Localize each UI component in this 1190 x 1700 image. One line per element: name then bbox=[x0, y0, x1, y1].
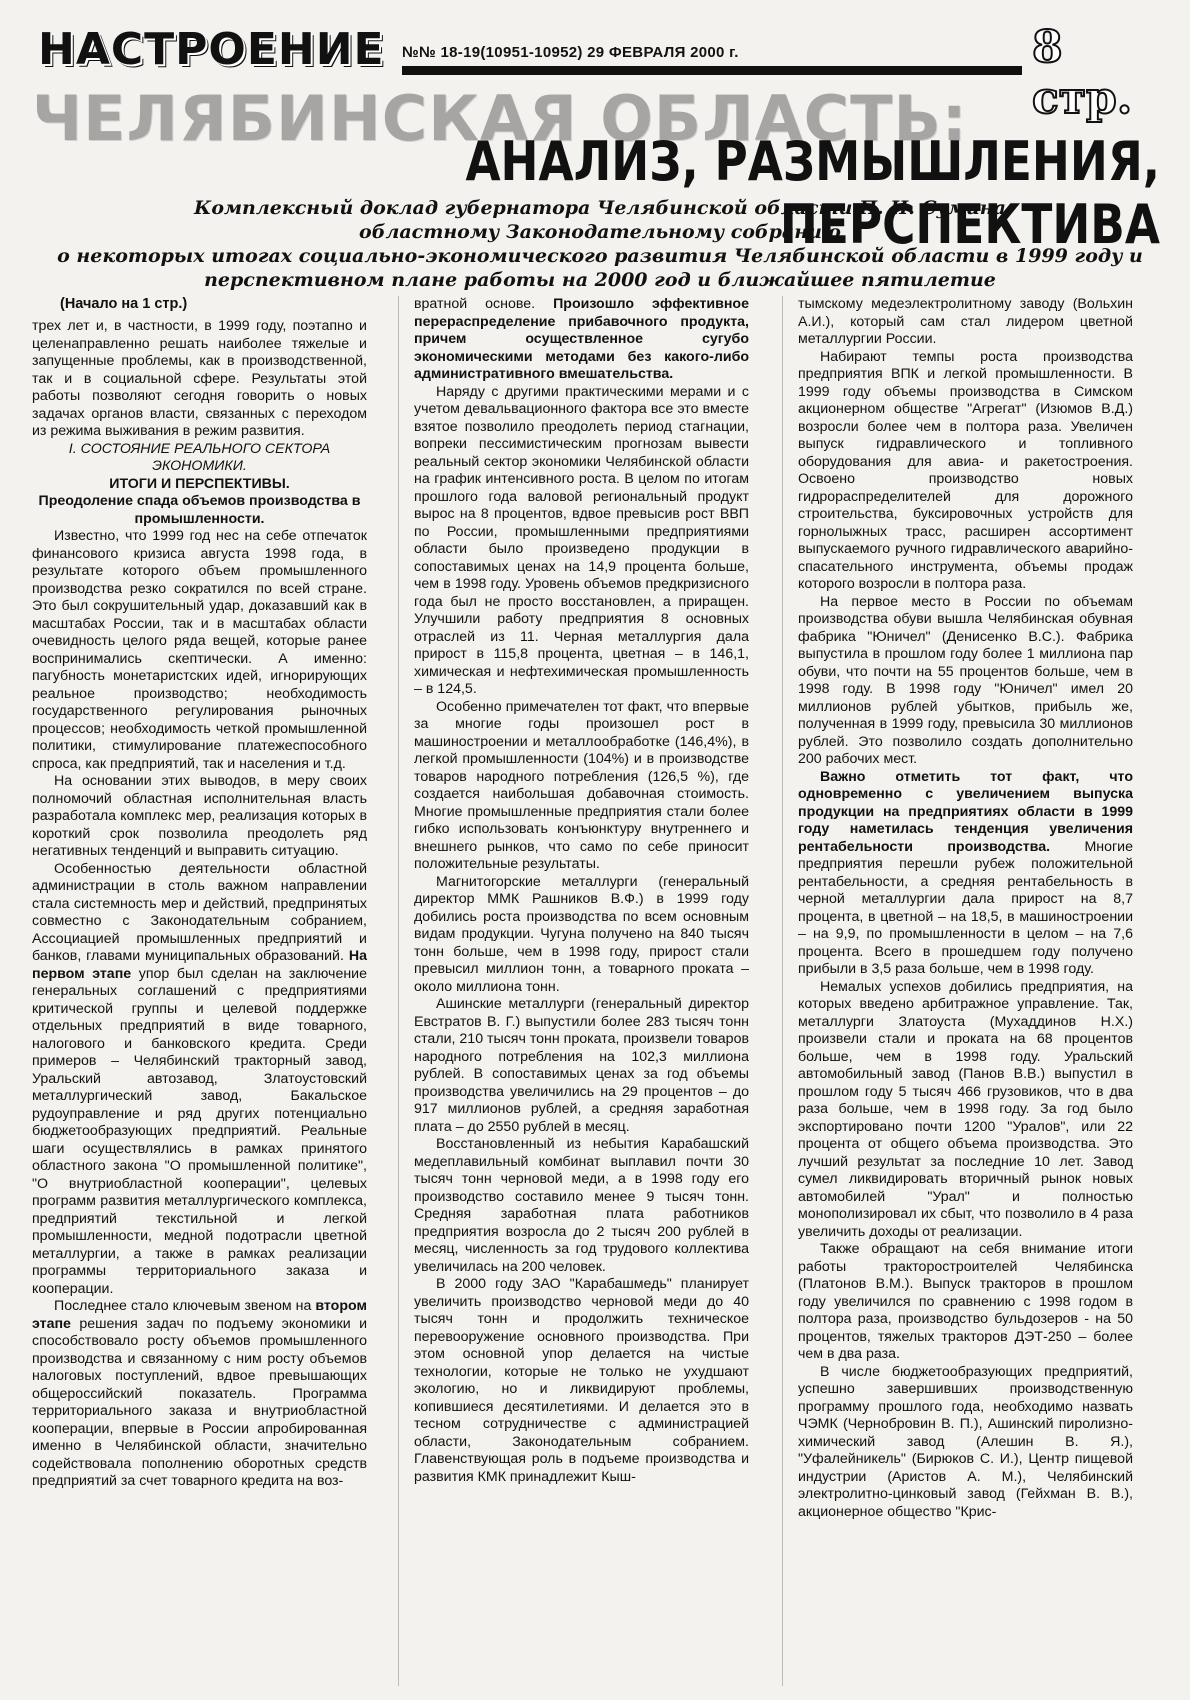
text-run: вратной основе. bbox=[414, 296, 536, 312]
paragraph: Наряду с другими практическими мерами и с учетом девальвационного фактора все это вместе взятое позволило преодолеть период стагнации, вопреки пессимистическим прогнозам вывести реальный сектор экономики Челябинской области на график интенсивного роста. В целом по итогам прошлого года валовой региональный продукт вырос на 8 процентов, вдвое превысив рост ВВП по России, промышленными предприятиями области было произведено продукции в сопоставимых ценах на 14,9 процента больше, чем в 1998 году. Уровень объемов предкризисного года был не просто восстановлен, а приращен. Улучшили работу предприятия 8 основных отраслей из 11. Черная металлургия дала прирост в 115,8 процента, цветная – в 146,1, химическая и нефтехимическая промышленность – в 124,5. bbox=[414, 383, 749, 697]
paragraph: На основании этих выводов, в меру своих полномочий областная исполнительная власть разработала комплекс мер, реализация которых в короткий срок позволила преодолеть ряд негативных тенденций и выправить ситуацию. bbox=[32, 773, 367, 859]
paragraph: Известно, что 1999 год нес на себе отпечаток финансового кризиса августа 1998 года, в результате которого объем промышленного производства резко сократился по всей стране. Это был сокрушительный удар, доказавший как в масштабах России, так и в масштабах области очевидность целого ряда вещей, которые ранее воспринимались скептически. А именно: пагубность монетаристских идей, игнорирующих реальное производство; необходимость государственного регулирования рыночных процессов; необходимость четкой промышленной политики, стимулирование платежеспособного спроса, как предприятий, так и населения и т.д. bbox=[32, 528, 367, 772]
subtitle bbox=[40, 196, 1160, 292]
article-column-3 bbox=[798, 296, 1133, 1521]
paragraph bbox=[414, 296, 749, 384]
subtitle-line-4: перспективном плане работы на 2000 год и ближайшее пятилетие bbox=[204, 269, 996, 291]
bold-text: втором этапе bbox=[32, 1298, 367, 1332]
article-column-2 bbox=[414, 296, 749, 1486]
issue-info: №№ 18-19(10951-10952) 29 ФЕВРАЛЯ 2000 г. bbox=[402, 44, 739, 61]
text-run: Особенностью деятельности областной администрации в столь важном направлении стала системность мер и действий, предпринятых совместно с Законодательным собранием, Ассоциацией промышленных предприятий и банков, главами муниципальных образований. bbox=[32, 860, 367, 964]
text-run: Последнее стало ключевым звеном на bbox=[54, 1298, 312, 1314]
region-title: ЧЕЛЯБИНСКАЯ ОБЛАСТЬ: bbox=[32, 82, 968, 155]
paragraph bbox=[32, 1298, 367, 1491]
article-column-1 bbox=[32, 318, 367, 1491]
text-run: решения задач по подъему экономики и способствовало росту объемов промышленного производства и связанному с ним росту объемов налоговых поступлений, вдвое превышающих общероссийский показатель. Программа территориального заказа и внутриобластной кооперации, впервые в России апробированная именно в Челябинской области, значительно содействовала пополнению оборотных средств предприятий за счет товарного кредита на воз- bbox=[32, 1315, 367, 1489]
paragraph: Восстановленный из небытия Карабашский медеплавильный комбинат выплавил почти 30 тысяч тонн черновой меди, а в 1998 году его производство составило менее 9 тысяч тонн. Средняя заработная плата работников предприятия возросла до 2 тысяч 200 рублей в месяц, численность за год трудового коллектива увеличилась на 200 человек. bbox=[414, 1136, 749, 1275]
main-title: АНАЛИЗ, РАЗМЫШЛЕНИЯ, ПЕРСПЕКТИВА bbox=[465, 130, 1160, 256]
paragraph: В 2000 году ЗАО "Карабашмедь" планирует увеличить производство черновой меди до 40 тысяч тонн и продолжить техническое перевооружение основного производства. При этом основной упор делается на чистые технологии, которые не только не ухудшают экологию, но и ликвидируют проблемы, копившиеся десятилетиями. И делается это в тесном сотрудничестве с администрацией области, Законодательным собранием. Главенствующая роль в подъеме производства и развития КМК принадлежит Кыш- bbox=[414, 1276, 749, 1485]
paragraph: В числе бюджетообразующих предприятий, успешно завершивших производственную программу прошлого года, необходимо назвать ЧЭМК (Чернобровин В. П.), Ашинский пиролизно-химический завод (Алешин В. Я.), "Уфалейникель" (Бирюков С. И.), Центр пищевой индустрии (Аристов А. М.), Челябинский электролитно-цинковый завод (Гейхман В. В.), акционерное общество "Крис- bbox=[798, 1363, 1133, 1520]
bold-text: Важно отметить тот факт, что одновременно с увеличением выпуска продукции на предприятиях области в 1999 году наметилась тенденция увеличения рентабельности производства. bbox=[798, 768, 1133, 855]
paragraph: На первое место в России по объемам производства обуви вышла Челябинская обувная фабрика "Юничел" (Денисенко В.С.). Фабрика выпустила в прошлом году более 1 миллиона пар обуви, что почти на 55 процентов больше, чем в 1998 году. В 1998 году "Юничел" имел 20 миллионов рублей убытков, прибыль же, полученная в 1999 году, превысила 30 миллионов рублей. Это позволило создать дополнительно 200 рабочих мест. bbox=[798, 593, 1133, 767]
subtitle-line-1: Комплексный доклад губернатора Челябинской области П. И. Сумина bbox=[194, 197, 1006, 219]
column-divider bbox=[398, 296, 399, 1686]
section-heading: I. СОСТОЯНИЕ РЕАЛЬНОГО СЕКТОРА ЭКОНОМИКИ. bbox=[68, 440, 331, 474]
subtitle-line-2: областному Законодательному собранию bbox=[359, 221, 841, 243]
paragraph: Особенно примечателен тот факт, что впервые за многие годы произошел рост в машиностроении и металлообработке (146,4%), в легкой промышленности (104%) и в производстве товаров народного потребления (126,5 %), где создается наибольшая добавочная стоимость. Многие промышленные предприятия стали более гибко использовать конъюнктуру внутреннего и внешнего рынков, что само по себе приносит положительные результаты. bbox=[414, 698, 749, 872]
section-subheading: Преодоление спада объемов производства в промышленности. bbox=[38, 493, 361, 527]
continuation-note: (Начало на 1 стр.) bbox=[60, 296, 188, 312]
text-run: упор был сделан на заключение генеральных соглашений с предприятиями критической группы и целевой поддержке отдельных предприятий в виде товарного, налогового и банковского кредита. Среди примеров – Челябинский тракторный завод, Уральский автозавод, Златоустовский металлургический завод, Бакальское рудоуправление и ряд других потенциально бюджетообразующих предприятий. Реальные шаги осуществлялись в рамках принятого областного закона "О промышленной политике", "О внутриобластной кооперации", целевых программ развития металлургического комплекса, предприятий текстильной и легкой промышленности, медной подотрасли цветной металлургии, а также в рамках реализации программы территориального заказа и кооперации. bbox=[32, 965, 367, 1297]
paragraph bbox=[798, 769, 1133, 979]
paragraph: трех лет и, в частности, в 1999 году, поэтапно и целенаправленно решать наиболее тяжелые и запущенные проблемы, как в производственной, так и в социальной сфере. Результаты этой работы позволяют сегодня говорить о новых задачах органов власти, связанных с переходом из режима выживания в режим развития. bbox=[32, 318, 367, 439]
subtitle-line-3: о некоторых итогах социально-экономического развития Челябинской области в 1999 году и bbox=[57, 245, 1143, 267]
paragraph: Набирают темпы роста производства предприятия ВПК и легкой промышленности. В 1999 году объемы производства в Симском акционерном обществе "Агрегат" (Изюмов В.Д.) возросли более чем в полтора раза. Увеличен выпуск гидравлического и топливного оборудования для авиа- и ракетостроения. Освоено производство новых гидрораспределителей для дорожного строительства, буксировочных устройств для горнолыжных трасс, расширен ассортимент выпускаемого ручного гидравлического аварийно-спасательного инструмента, объемы продаж которого возросли в полтора раза. bbox=[798, 348, 1133, 592]
bold-text: На первом этапе bbox=[32, 948, 367, 982]
paragraph: Также обращают на себя внимание итоги работы тракторостроителей Челябинска (Платонов В.М.). Выпуск тракторов в прошлом году увеличился по сравнению с 1998 годом в полтора раза, производство бульдозеров - на 50 процентов, тяжелых тракторов ДЭТ-250 – более чем в два раза. bbox=[798, 1241, 1133, 1362]
paragraph: Немалых успехов добились предприятия, на которых введено арбитражное управление. Так, металлурги Златоуста (Мухаддинов Н.Х.) произвели стали и проката на 68 процентов больше, чем в 1998 году. Уральский автомобильный завод (Панов В.В.) выпустил в прошлом году 5 тысяч 466 грузовиков, что в два раза больше, чем в 1998 году. За год было экспортировано почти 1200 "Уралов", или 22 процента от общего объема производства. Это лучший результат за последние 10 лет. Завод сумел ликвидировать вторичный рынок новых автомобилей "Урал" и полностью монополизировал их сбыт, что позволило в 4 раза увеличить доходы от реализации. bbox=[798, 978, 1133, 1240]
text-run: Многие предприятия перешли рубеж положительной рентабельности, а средняя рентабельность в черной металлургии дала прирост на 8,7 процента, в цветной – на 18,5, в машиностроении – на 9,9, по промышленности в целом – на 7,6 процента. Всего в прошедшем году получено прибыли в 3,5 раза больше, чем в 1998 году. bbox=[798, 838, 1133, 977]
paragraph: Магнитогорские металлурги (генеральный директор ММК Рашников В.Ф.) в 1999 году добились роста производства по всем основным видам продукции. Чугуна получено на 840 тысяч тонн больше, чем в 1998 году, прирост стали превысил миллион тонн, а товарного проката – около миллиона тонн. bbox=[414, 873, 749, 995]
section-subheading: ИТОГИ И ПЕРСПЕКТИВЫ. bbox=[109, 475, 290, 492]
paragraph: тымскому медеэлектролитному заводу (Вольхин А.И.), который сам стал лидером цветной металлургии России. bbox=[798, 296, 1133, 347]
page-number: 8 стр. bbox=[1032, 22, 1133, 124]
section-title: НАСТРОЕНИЕ bbox=[38, 24, 385, 75]
column-divider bbox=[782, 296, 783, 1686]
header-rule bbox=[402, 66, 1022, 75]
paragraph: Ашинские металлурги (генеральный директор Евстратов В. Г.) выпустили более 283 тысяч тонн стали, 210 тысяч тонн проката, произвели товаров народного потребления на 102,3 миллиона рублей. В сопоставимых ценах за год объемы производства увеличились на 29 процентов – до 917 миллионов рублей, а средняя заработная плата – до 2550 рублей в месяц. bbox=[414, 996, 749, 1135]
paragraph bbox=[32, 861, 367, 1299]
bold-text: Произошло эффективное перераспределение прибавочного продукта, причем осуществленное сугубо экономическими методами без какого-либо административного вмешательства. bbox=[414, 296, 749, 382]
